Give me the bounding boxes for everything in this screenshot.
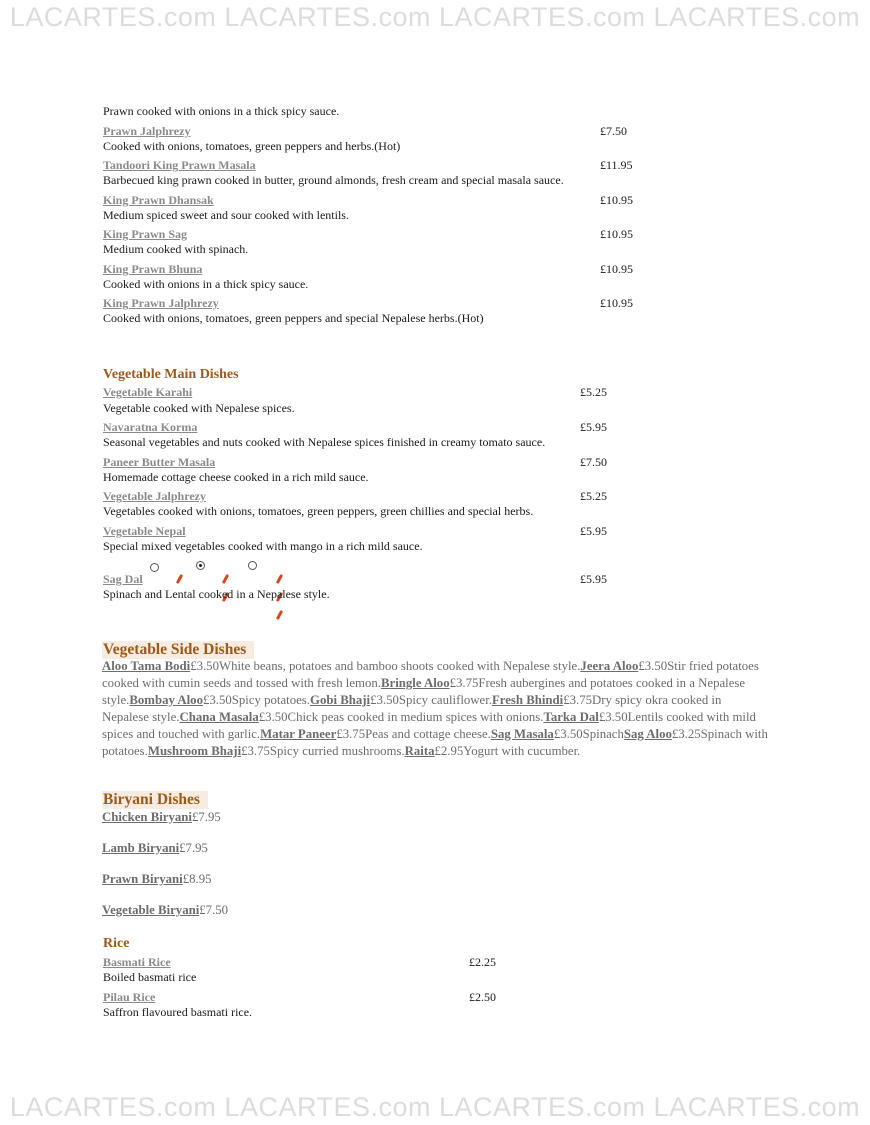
side-item-name[interactable]: Aloo Tama Bodi [102,659,191,673]
side-item-name[interactable]: Fresh Bhindi [491,693,564,707]
side-item-name[interactable]: Sag Masala [490,727,554,741]
side-item-description: Peas and cottage cheese. [365,727,491,741]
side-item-price: £3.75 [336,727,366,741]
biryani-item-price: £8.95 [182,872,212,886]
biryani-item [102,903,228,918]
side-item-price: £3.75 [449,676,479,690]
side-item-price: £3.75 [563,693,593,707]
side-item-price: £3.50 [370,693,399,707]
side-item-price: £3.50 [553,727,583,741]
menu-item-description: Homemade cottage cheese cooked in a rich mild sauce. [103,470,369,484]
menu-item-description: Boiled basmati rice [103,970,197,984]
side-item-description: White beans, potatoes and bamboo shoots cooked with Nepalese style. [218,659,581,673]
menu-item-description: Spinach and Lental cooked in a Nepalese style. [103,587,330,601]
radio-medium[interactable] [196,561,205,570]
menu-item-price: £7.50 [600,124,627,138]
side-item-name[interactable]: Chana Masala [179,710,259,724]
biryani-item-price: £7.95 [191,810,221,824]
menu-item-name[interactable]: King Prawn Jalphrezy [103,296,219,310]
menu-item-name[interactable]: Prawn Jalphrezy [103,124,191,138]
side-item-name[interactable]: Bombay Aloo [129,693,203,707]
chili-icon [178,570,184,588]
menu-item-name[interactable]: King Prawn Bhuna [103,262,203,276]
side-item-description: Lentils cooked with mild spices and touched with garlic. [102,710,756,741]
menu-item-description: Saffron flavoured basmati rice. [103,1005,253,1019]
vegetable-side-paragraph [102,658,770,760]
watermark-bottom: LACARTES.com LACARTES.com LACARTES.com LACARTES.com [9,1092,861,1122]
watermark-top: LACARTES.com LACARTES.com LACARTES.com LACARTES.com [9,2,861,32]
side-item-name[interactable]: Mushroom Bhaji [147,744,242,758]
side-item-description: Spinach with potatoes. [102,727,768,758]
menu-item-description: Barbecued king prawn cooked in butter, ground almonds, fresh cream and special masala sauce. [103,173,564,187]
menu-item-name[interactable]: King Prawn Dhansak [103,193,214,207]
biryani-item-name[interactable]: Prawn Biryani [102,872,183,886]
menu-item-name[interactable]: Vegetable Karahi [103,385,193,399]
side-item-name[interactable]: Tarka Dal [543,710,599,724]
side-item-name[interactable]: Matar Paneer [260,727,337,741]
biryani-item [102,841,208,856]
side-item-name[interactable]: Sag Aloo [623,727,672,741]
side-item-description: Spinach [582,727,624,741]
menu-item-description: Cooked with onions, tomatoes, green peppers and herbs.(Hot) [103,139,401,153]
menu-item-name[interactable]: Navaratna Korma [103,420,198,434]
menu-item-price: £5.95 [580,572,607,586]
section-title-biryani: Biryani Dishes [102,791,208,809]
radio-hot[interactable] [248,561,257,570]
menu-item-price: £5.95 [580,524,607,538]
side-item-price: £3.50 [638,659,668,673]
menu-item-price: £11.95 [600,158,633,172]
side-item-price: £3.25 [671,727,701,741]
side-item-price: £3.50 [190,659,219,673]
menu-item-name[interactable]: Tandoori King Prawn Masala [103,158,256,172]
menu-item-price: £10.95 [600,262,633,276]
menu-item-price: £5.25 [580,489,607,503]
side-item-price: £3.50 [202,693,232,707]
biryani-item-name[interactable]: Vegetable Biryani [102,903,200,917]
menu-item-description: Cooked with onions, tomatoes, green peppers and special Nepalese herbs.(Hot) [103,311,484,325]
side-item-name[interactable]: Raita [404,744,435,758]
menu-item-name[interactable]: Pilau Rice [103,990,156,1004]
menu-item-name[interactable]: Paneer Butter Masala [103,455,216,469]
radio-mild[interactable] [150,563,159,572]
section-title-vegetable-main: Vegetable Main Dishes [103,367,239,382]
menu-item-description: Medium cooked with spinach. [103,242,249,256]
menu-item-description: Vegetable cooked with Nepalese spices. [103,401,295,415]
menu-item-name[interactable]: King Prawn Sag [103,227,188,241]
side-item-price: £3.50 [258,710,288,724]
menu-item-price: £10.95 [600,193,633,207]
section-title-vegetable-side: Vegetable Side Dishes [102,641,254,659]
side-item-description: Stir fried potatoes cooked with cumin seeds and tossed with fresh lemon. [102,659,759,690]
biryani-item-name[interactable]: Lamb Biryani [102,841,180,855]
menu-item-name[interactable]: Vegetable Jalphrezy [103,489,206,503]
menu-item-description: Special mixed vegetables cooked with mango in a rich mild sauce. [103,539,423,553]
side-item-name[interactable]: Gobi Bhaji [309,693,371,707]
biryani-item [102,872,212,887]
menu-item-price: £10.95 [600,227,633,241]
menu-item-price: £5.95 [580,420,607,434]
side-item-description: Yogurt with cucumber. [463,744,581,758]
menu-item-description: Cooked with onions in a thick spicy sauce. [103,277,309,291]
side-item-description: Dry spicy okra cooked in Nepalese style. [102,693,722,724]
side-item-name[interactable]: Bringle Aloo [381,676,450,690]
menu-item-name[interactable]: Sag Dal [103,572,143,586]
menu-item-price: £5.25 [580,385,607,399]
side-item-price: £3.75 [241,744,270,758]
menu-item-description: Medium spiced sweet and sour cooked with lentils. [103,208,349,222]
side-item-description: Fresh aubergines and potatoes cooked in a Nepalese style. [102,676,746,707]
biryani-item [102,810,221,825]
side-item-description: Chick peas cooked in medium spices with onions. [287,710,544,724]
menu-item-price: £2.25 [469,955,496,969]
biryani-item-price: £7.95 [179,841,208,855]
biryani-item-name[interactable]: Chicken Biryani [102,810,192,824]
menu-item-description: Seasonal vegetables and nuts cooked with Nepalese spices finished in creamy tomato sauce. [103,435,546,449]
biryani-item-price: £7.50 [199,903,229,917]
menu-item-name[interactable]: Basmati Rice [103,955,171,969]
intro-description: Prawn cooked with onions in a thick spicy sauce. [103,104,340,118]
side-item-description: Spicy cauliflower. [398,693,492,707]
menu-item-price: £2.50 [469,990,496,1004]
side-item-description: Spicy curried mushrooms. [269,744,405,758]
side-item-price: £3.50 [598,710,628,724]
side-item-price: £2.95 [434,744,464,758]
menu-item-name[interactable]: Vegetable Nepal [103,524,186,538]
section-title-rice: Rice [103,936,130,951]
side-item-name[interactable]: Jeera Aloo [580,659,639,673]
menu-item-description: Vegetables cooked with onions, tomatoes, green peppers, green chillies and special herbs. [103,504,534,518]
side-item-description: Spicy potatoes. [231,693,310,707]
menu-item-price: £7.50 [580,455,607,469]
menu-item-price: £10.95 [600,296,633,310]
